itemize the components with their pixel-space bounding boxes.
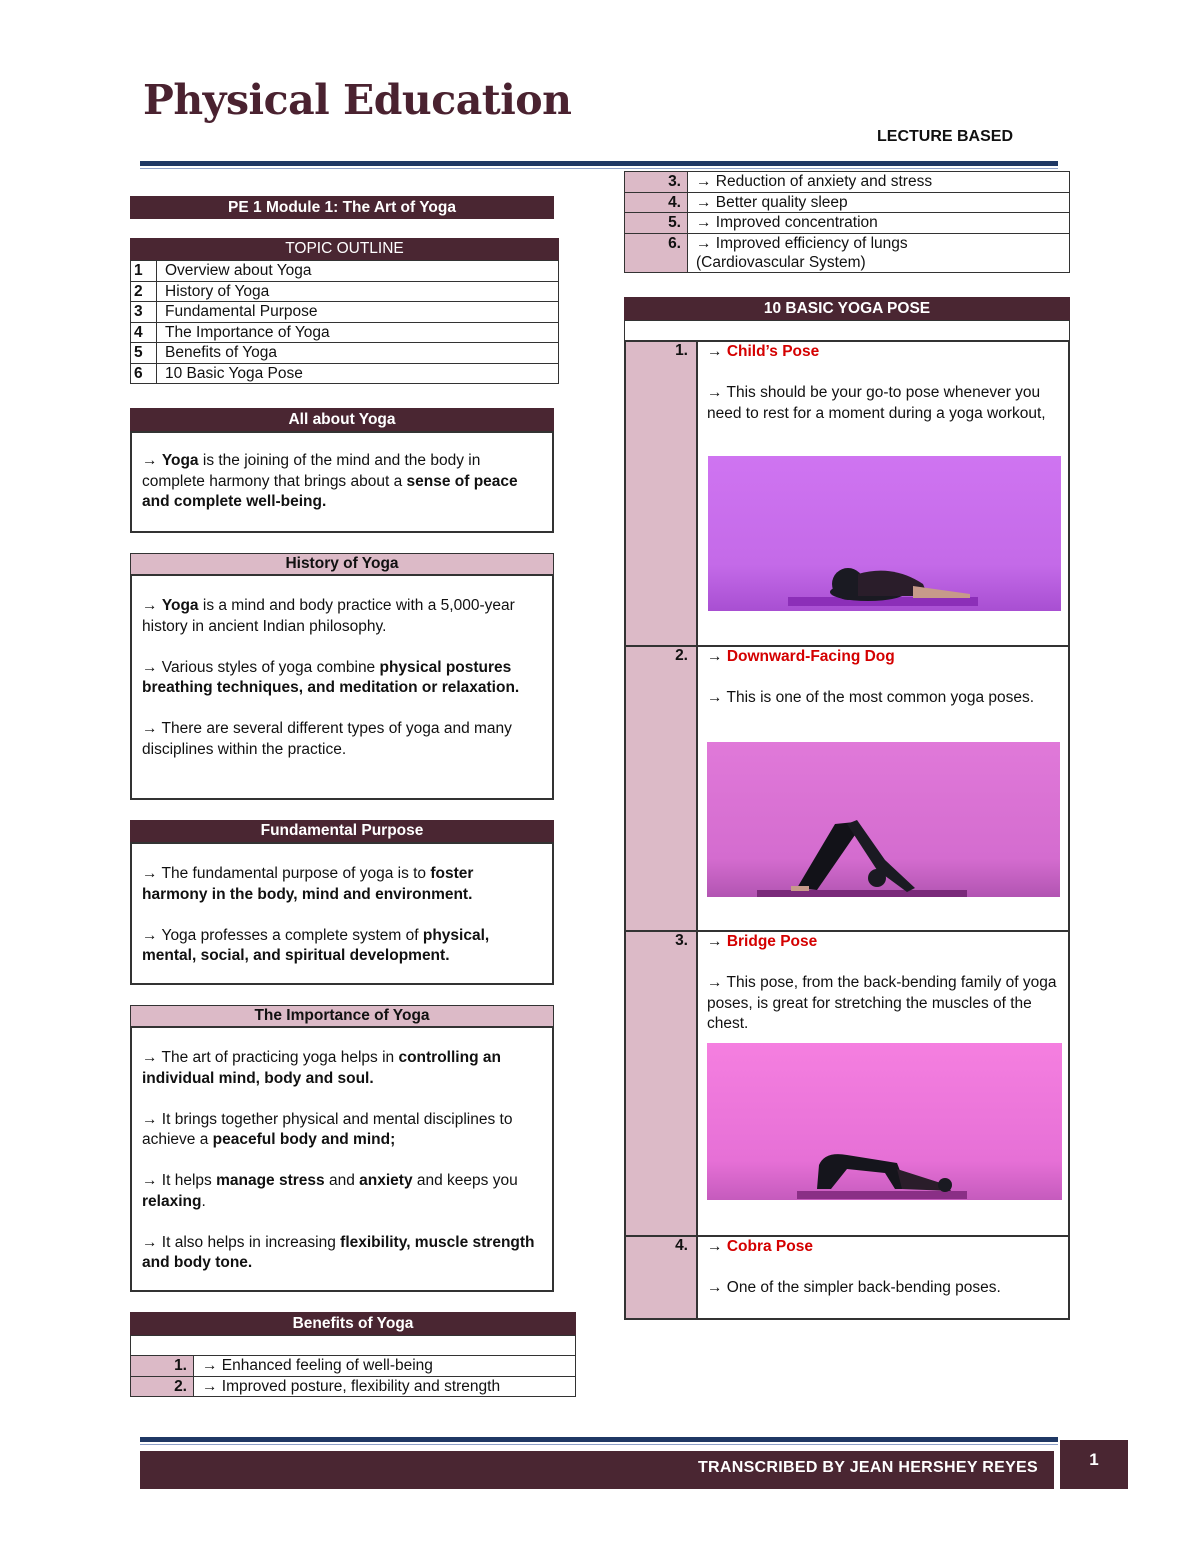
downward-dog-image — [707, 742, 1060, 897]
importance-heading: The Importance of Yoga — [130, 1005, 554, 1027]
benefits-table-left — [130, 1335, 576, 1397]
childs-pose-figure — [708, 456, 1061, 611]
pose-entry — [707, 342, 1062, 424]
outline-num: 4 — [131, 322, 157, 343]
benefit-num: 5. — [625, 213, 688, 234]
pose-title: → Downward-Facing Dog — [707, 648, 895, 665]
benefit-text: → Enhanced feeling of well-being — [194, 1356, 576, 1377]
benefit-num: 2. — [131, 1376, 194, 1397]
outline-text: History of Yoga — [157, 281, 559, 302]
benefit-row — [131, 1356, 576, 1377]
importance-p1: → The art of practicing yoga helps in controlling an individual mind, body and soul. — [142, 1049, 501, 1087]
benefit-text: → Reduction of anxiety and stress — [688, 172, 1070, 193]
benefit-row — [131, 1376, 576, 1397]
page-title: Physical Education — [143, 76, 572, 124]
all-about-box — [130, 431, 554, 533]
fundamental-p2: → Yoga professes a complete system of physical, mental, social, and spiritual development. — [142, 926, 490, 964]
benefit-num: 4. — [625, 192, 688, 213]
pose-entry — [707, 647, 1062, 709]
outline-text: Overview about Yoga — [157, 261, 559, 282]
outline-table — [130, 260, 559, 384]
benefit-text-line1: → Improved efficiency of lungs — [696, 234, 908, 252]
footer-rule-thin — [140, 1444, 1058, 1445]
pose-title: → Bridge Pose — [707, 933, 818, 950]
importance-p4: → It also helps in increasing flexibility, muscle strength and body tone. — [142, 1233, 535, 1271]
outline-row — [131, 322, 559, 343]
fundamental-heading: Fundamental Purpose — [130, 820, 554, 842]
benefit-row — [625, 192, 1070, 213]
header-rule-thin — [140, 168, 1058, 169]
history-box — [130, 574, 554, 800]
bridge-pose-image — [707, 1043, 1062, 1200]
benefit-row — [625, 172, 1070, 193]
page-number: 1 — [1060, 1440, 1128, 1489]
outline-num: 2 — [131, 281, 157, 302]
benefit-text: → Improved concentration — [688, 213, 1070, 234]
importance-p2: → It brings together physical and mental disciplines to achieve a peaceful body and mind; — [142, 1110, 513, 1148]
outline-text: Fundamental Purpose — [157, 302, 559, 323]
bridge-pose-figure — [707, 1043, 1062, 1200]
lecture-label: LECTURE BASED — [877, 128, 1014, 145]
outline-text: The Importance of Yoga — [157, 322, 559, 343]
outline-text: 10 Basic Yoga Pose — [157, 363, 559, 384]
pose-entry — [707, 932, 1062, 1035]
benefit-text: → Better quality sleep — [688, 192, 1070, 213]
footer-credit: TRANSCRIBED BY JEAN HERSHEY REYES — [697, 1459, 1038, 1476]
outline-num: 1 — [131, 261, 157, 282]
poses-heading: 10 BASIC YOGA POSE — [624, 297, 1070, 320]
outline-row — [131, 261, 559, 282]
importance-box — [130, 1026, 554, 1292]
outline-row — [131, 281, 559, 302]
downward-dog-figure — [707, 742, 1060, 897]
pose-title: → Cobra Pose — [707, 1238, 813, 1255]
fundamental-box — [130, 842, 554, 985]
outline-num: 5 — [131, 343, 157, 364]
poses-num-column — [626, 342, 698, 1318]
outline-heading: TOPIC OUTLINE — [130, 238, 559, 260]
pose-num: 3. — [675, 932, 688, 949]
benefit-text-line2: (Cardiovascular System) — [696, 253, 866, 271]
module-title: PE 1 Module 1: The Art of Yoga — [130, 196, 554, 219]
benefits-empty-row — [131, 1336, 576, 1356]
benefit-row — [625, 233, 1070, 272]
outline-row — [131, 363, 559, 384]
benefit-row — [625, 213, 1070, 234]
outline-row — [131, 343, 559, 364]
history-p3: → There are several different types of yoga and many disciplines within the practice. — [142, 720, 512, 758]
outline-num: 6 — [131, 363, 157, 384]
outline-num: 3 — [131, 302, 157, 323]
outline-row — [131, 302, 559, 323]
history-p2: → Various styles of yoga combine physical postures breathing techniques, and meditation or relaxation. — [142, 658, 520, 696]
history-p1: → Yoga is a mind and body practice with a 5,000-year history in ancient Indian philosophy. — [142, 597, 515, 635]
footer-rule — [140, 1437, 1058, 1442]
pose-desc: → This pose, from the back-bending family of yoga poses, is great for stretching the muscles of the chest. — [707, 974, 1057, 1032]
history-heading: History of Yoga — [130, 553, 554, 575]
pose-entry — [707, 1237, 1062, 1299]
header-rule — [140, 161, 1058, 166]
pose-num: 1. — [675, 342, 688, 359]
fundamental-p1: → The fundamental purpose of yoga is to foster harmony in the body, mind and environment. — [142, 865, 474, 903]
pose-desc: → This is one of the most common yoga poses. — [707, 689, 1035, 706]
pose-desc: → One of the simpler back-bending poses. — [707, 1279, 1001, 1296]
benefit-text — [688, 233, 1070, 272]
all-about-heading: All about Yoga — [130, 408, 554, 431]
benefit-num: 3. — [625, 172, 688, 193]
pose-num: 4. — [675, 1237, 688, 1254]
all-about-p1: → Yoga is the joining of the mind and the body in complete harmony that brings about a sense of peace and complete well-being. — [142, 452, 518, 510]
childs-pose-image — [708, 456, 1061, 611]
benefit-text: → Improved posture, flexibility and strength — [194, 1376, 576, 1397]
benefit-num: 6. — [625, 233, 688, 272]
outline-text: Benefits of Yoga — [157, 343, 559, 364]
benefits-table-right — [624, 171, 1070, 273]
importance-p3: → It helps manage stress and anxiety and keeps you relaxing. — [142, 1172, 518, 1210]
pose-desc: → This should be your go-to pose whenever you need to rest for a moment during a yoga workout, — [707, 384, 1046, 422]
pose-num: 2. — [675, 647, 688, 664]
benefits-heading: Benefits of Yoga — [130, 1312, 576, 1335]
pose-title: → Child’s Pose — [707, 343, 820, 360]
poses-empty-row — [624, 320, 1070, 341]
benefit-num: 1. — [131, 1356, 194, 1377]
